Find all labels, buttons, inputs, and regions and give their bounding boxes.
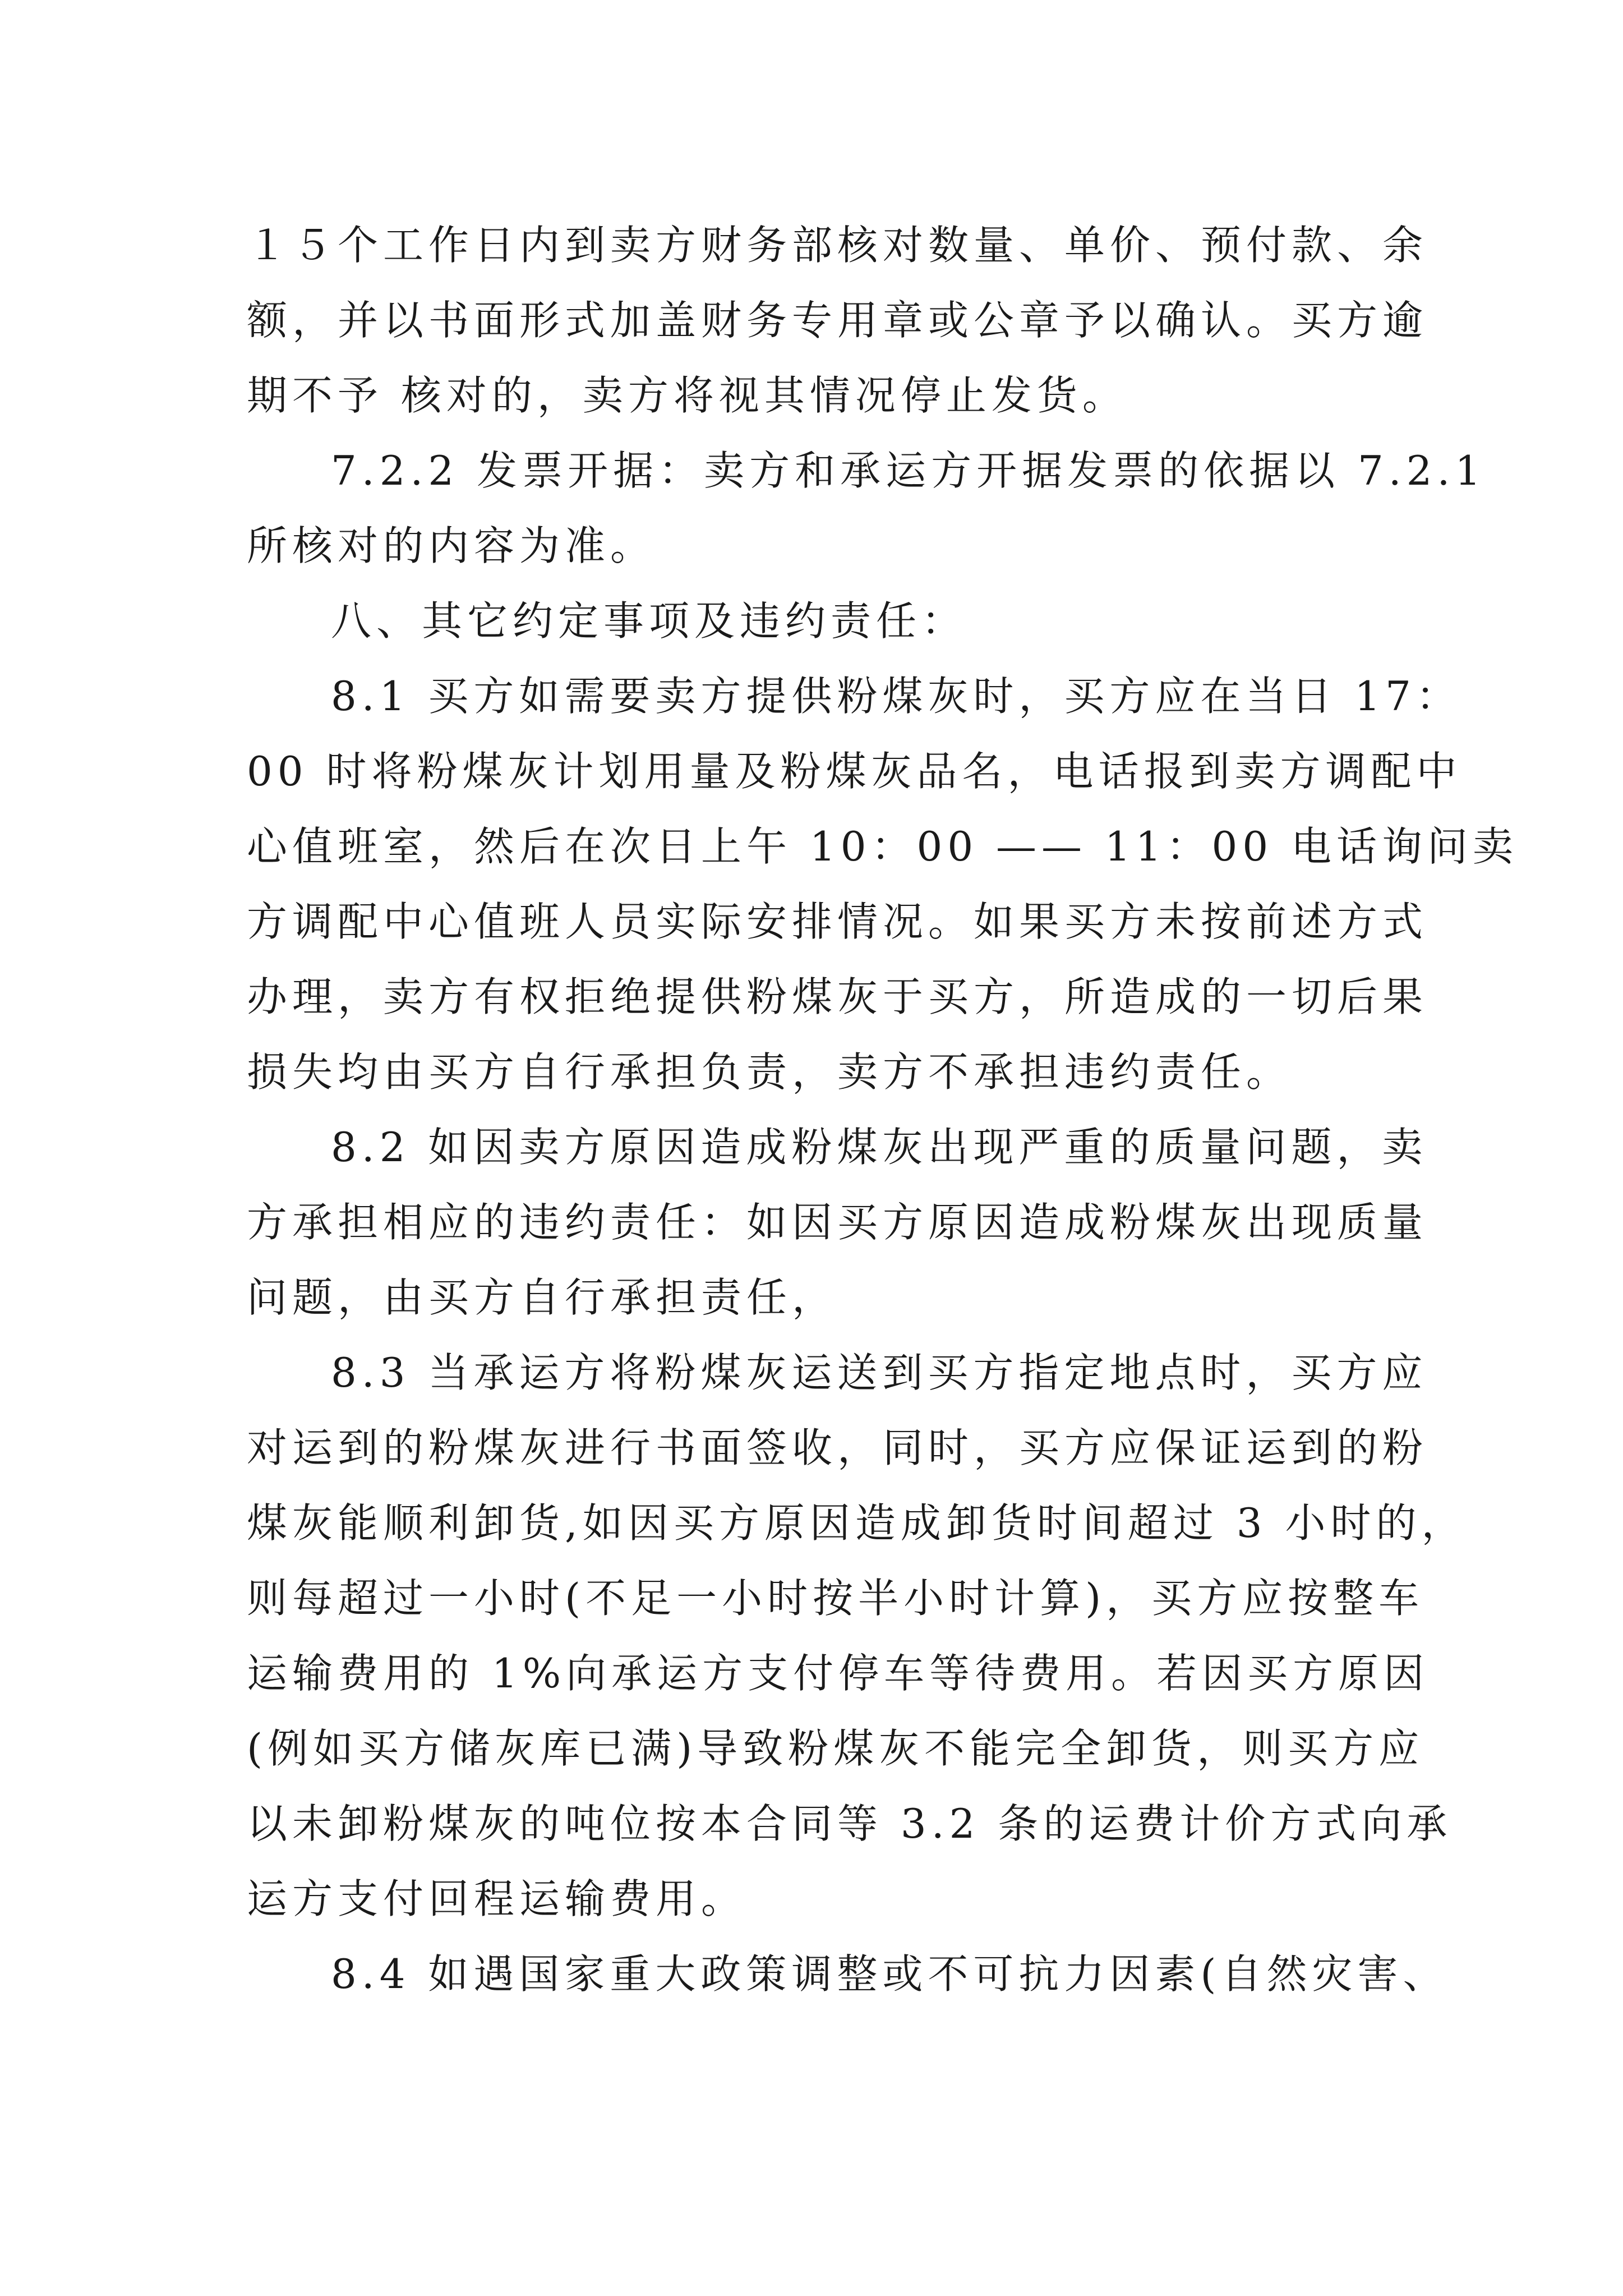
contract-text bbox=[247, 208, 1519, 2012]
text-line: 损失均由买方自行承担负责，卖方不承担违约责任。 bbox=[247, 1048, 1292, 1096]
text-line: 方承担相应的违约责任：如因买方原因造成粉煤灰出现质量 bbox=[247, 1199, 1428, 1246]
text-line: 方调配中心值班人员实际安排情况。如果买方未按前述方式 bbox=[247, 898, 1428, 945]
clause-7-2-2: 7.2.2 发票开据：卖方和承运方开据发票的依据以 7.2.1 bbox=[331, 447, 1486, 494]
text-line: 煤灰能顺利卸货,如因买方原因造成卸货时间超过 3 小时的， bbox=[247, 1499, 1467, 1547]
text-line: １５个工作日内到卖方财务部核对数量、单价、预付款、余 bbox=[247, 222, 1428, 269]
clause-8-4: 8.4 如遇国家重大政策调整或不可抗力因素(自然灾害、 bbox=[331, 1950, 1449, 1998]
text-line: 运方支付回程运输费用。 bbox=[247, 1875, 747, 1922]
text-line: 问题，由买方自行承担责任， bbox=[247, 1274, 838, 1321]
clause-8-1: 8.1 买方如需要卖方提供粉煤灰时，买方应在当日 17： bbox=[331, 673, 1461, 720]
clause-8-3: 8.3 当承运方将粉煤灰运送到买方指定地点时，买方应 bbox=[331, 1349, 1428, 1396]
text-line: 额，并以书面形式加盖财务专用章或公章予以确认。买方逾 bbox=[247, 297, 1428, 344]
text-line: 期不予 核对的，卖方将视其情况停止发货。 bbox=[247, 372, 1128, 419]
section-heading-8: 八、其它约定事项及违约责任： bbox=[331, 597, 967, 645]
text-line: 以未卸粉煤灰的吨位按本合同等 3.2 条的运费计价方式向承 bbox=[247, 1800, 1453, 1847]
text-line: (例如买方储灰库已满)导致粉煤灰不能完全卸货，则买方应 bbox=[247, 1725, 1424, 1772]
text-line: 办理，卖方有权拒绝提供粉煤灰于买方，所造成的一切后果 bbox=[247, 973, 1428, 1020]
text-line: 则每超过一小时(不足一小时按半小时计算)，买方应按整车 bbox=[247, 1575, 1424, 1622]
text-line: 所核对的内容为准。 bbox=[247, 522, 656, 569]
text-line: 心值班室，然后在次日上午 10：00 —— 11：00 电话询问卖 bbox=[247, 823, 1519, 870]
clause-8-2: 8.2 如因卖方原因造成粉煤灰出现严重的质量问题，卖 bbox=[331, 1124, 1428, 1171]
text-line: 运输费用的 1%向承运方支付停车等待费用。若因买方原因 bbox=[247, 1650, 1430, 1697]
text-line: 00 时将粉煤灰计划用量及粉煤灰品名，电话报到卖方调配中 bbox=[247, 748, 1462, 795]
text-line: 对运到的粉煤灰进行书面签收，同时，买方应保证运到的粉 bbox=[247, 1424, 1428, 1471]
